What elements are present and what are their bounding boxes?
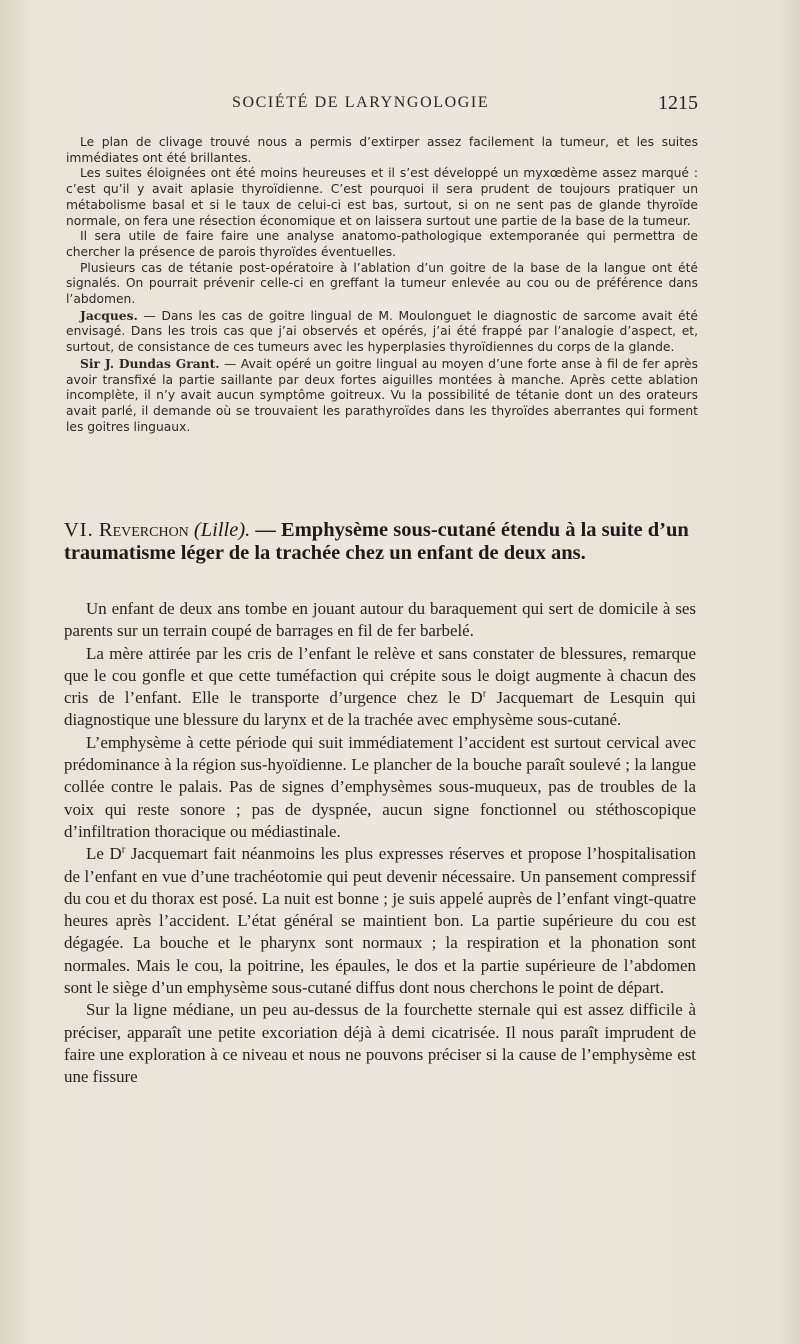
body-text-run: Jacquemart de Lesquin qui diagnostique une blessure du larynx et de la trachée avec emphysème sous-cutané. <box>64 688 696 730</box>
speaker-name: Jacques. <box>80 307 138 323</box>
discussion-paragraph: Il sera utile de faire faire une analyse anatomo-pathologique extemporanée qui permettra de chercher la présence de parois thyroïdes éventuelles. <box>66 229 698 259</box>
speaker-text: — Dans les cas de goitre lingual de M. Moulonguet le diagnostic de sarcome avait été envisagé. Dans les trois cas que j’ai observés et opérés, j’ai été frappé par l’analogie d’aspect, et, surtout, de consistance de ces tumeurs avec les hyperplasies thyroïdiennes du corps de la glande. <box>66 308 698 355</box>
article-body <box>64 598 696 1089</box>
discussion-paragraph: Le plan de clivage trouvé nous a permis d’extirper assez facilement la tumeur, et les suites immédiates ont été brillantes. <box>66 135 698 165</box>
page-number: 1215 <box>658 92 698 114</box>
body-paragraph: L’emphysème à cette période qui suit immédiatement l’accident est surtout cervical avec prédominance à la région sus-hyoïdienne. Le plancher de la bouche paraît soulevé ; la langue collée contre le palais. Pas de signes d’emphysèmes sous-muqueux, pas de troubles de la voix qui reste sonore ; pas de dyspnée, aucun signe fonctionnel ou stéthoscopique d’infiltration thoracique ou médiastinale. <box>64 732 696 841</box>
running-title: SOCIÉTÉ DE LARYNGOLOGIE <box>232 94 490 111</box>
body-paragraph: Un enfant de deux ans tombe en jouant autour du baraquement qui sert de domicile à ses parents sur un terrain coupé de barrages en fil de fer barbelé. <box>64 599 696 641</box>
section-number: VI. <box>64 519 94 541</box>
body-text-run: Le D <box>86 844 122 864</box>
page-header <box>232 92 698 122</box>
section-city: (Lille). <box>193 519 251 541</box>
discussion-paragraph-grant <box>66 356 698 436</box>
discussion-paragraph: Plusieurs cas de tétanie post-opératoire à l’ablation d’un goitre de la base de la langue ont été signalés. On pourrait prévenir celle-ci en greffant la tumeur enlevée au cou ou de préférence dans l’abdomen. <box>66 260 698 307</box>
superscript: r <box>482 688 487 700</box>
discussion-paragraph-jacques <box>66 308 698 356</box>
body-paragraph <box>64 643 696 732</box>
speaker-text: — Avait opéré un goitre lingual au moyen d’une forte anse à fil de fer après avoir transfixé la partie saillante par deux fortes aiguilles montées à manche. Après cette ablation incomplète, il n’y avait aucun symptôme goitreux. Vu la possibilité de tétanie dont un des orateurs avait parlé, il demande où se trouvaient les parathyroïdes dans les thyroïdes aberrantes qui forment les goitres linguaux. <box>66 356 699 434</box>
superscript: r <box>121 844 126 856</box>
section-heading <box>64 519 700 565</box>
body-paragraph <box>64 843 696 999</box>
section-author: Reverchon <box>98 519 189 541</box>
body-text-run: La mère attirée par les cris de l’enfant le relève et sans constater de blessures, remarque que le cou gonfle et que cette tuméfaction qui crépite sous le doigt augmente à chacun des cris de l’enfant. Elle le transporte d’urgence chez le D <box>64 643 696 708</box>
discussion-block <box>66 135 698 435</box>
section-title: — Emphysème sous-cutané étendu à la suite d’un traumatisme léger de la trachée chez un enfant de deux ans. <box>64 519 689 564</box>
discussion-paragraph: Les suites éloignées ont été moins heureuses et il s’est développé un myxœdème assez marqué : c’est qu’il y avait aplasie thyroïdienne. C’est pourquoi il sera prudent de toujours pratiquer un métabolisme basal et si le taux de celui-ci est bas, surtout, si on ne sent pas de glande thyroïde normale, on fera une résection économique et on laissera surtout une partie de la base de la tumeur. <box>66 166 698 228</box>
speaker-name: Sir J. Dundas Grant. <box>80 355 220 371</box>
body-paragraph: Sur la ligne médiane, un peu au-dessus de la fourchette sternale qui est assez difficile à préciser, apparaît une petite excoriation déjà à demi cicatrisée. Il nous paraît imprudent de faire une exploration à ce niveau et nous ne pouvons préciser si la cause de l’emphysème est une fissure <box>64 1000 696 1087</box>
body-text-run: Jacquemart fait néanmoins les plus expresses réserves et propose l’hospitalisation de l’enfant en vue d’une trachéotomie qui peut devenir nécessaire. Un pansement compressif du cou et du thorax est posé. La nuit est bonne ; je suis appelé auprès de l’enfant vingt-quatre heures après l’accident. L’état général se maintient bon. La partie supérieure du cou est dégagée. La bouche et le pharynx sont normaux ; la respiration et la phonation sont normales. Mais le cou, la poitrine, les épaules, le dos et la partie supérieure de l’abdomen sont le siège d’un emphysème sous-cutané diffus dont nous cherchons le point de départ. <box>64 844 696 998</box>
